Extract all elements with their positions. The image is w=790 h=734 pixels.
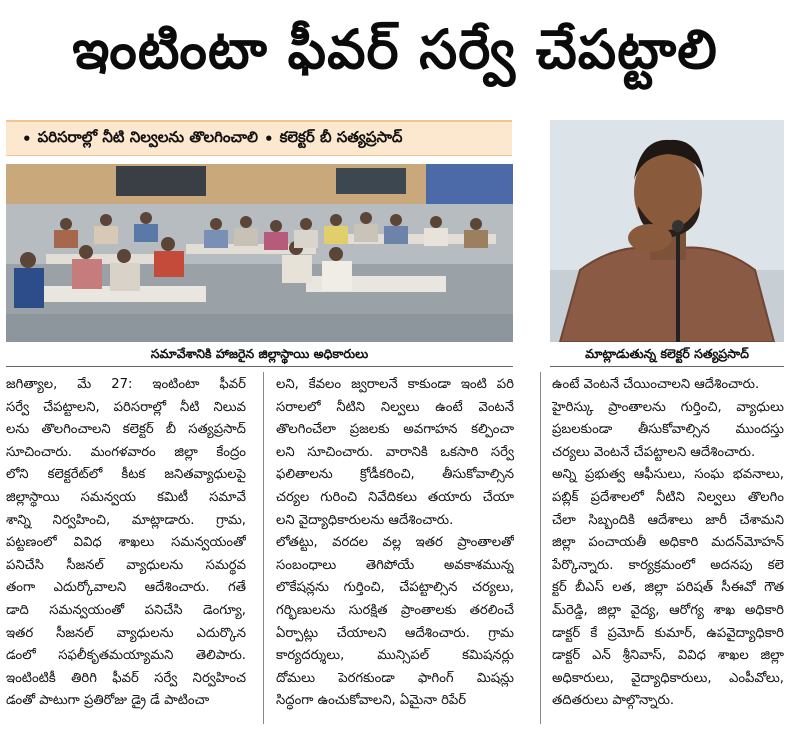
article-line: శాన్ని నిర్వహించి, మాట్లాడారు. గ్రామ, (6, 512, 246, 528)
article-column-3 (552, 374, 784, 713)
article-line: తొలగించేలా ప్రజలకు అవగాహన కల్పించా (276, 422, 514, 438)
article-line: సంబంధాలు తెగిపోయే అవకాశమున్న (276, 557, 514, 573)
article-line: లని, కేవలం జ్వరాలనే కాకుండా ఇంటి పరి (276, 377, 514, 392)
meeting-hall-photo (6, 164, 513, 342)
article-line: ఇతర సీజనల్ వ్యాధులను ఎదుర్కొన (6, 625, 246, 641)
article-line: సిద్ధంగా ఉంచుకోవాలని, ఏమైనా రిపేర్ (276, 693, 467, 709)
article-line: సూచించారు. మంగళవారం జిల్లా కేంద్రం (6, 444, 246, 460)
article-line: పబ్లిక్ ప్రదేశాలలో నీటిని నిల్వలు తొలగిం (552, 489, 784, 505)
collector-portrait-illustration (550, 120, 784, 342)
article-line: చేలా సిబ్బందికి ఆదేశాలు జారీ చేశామని (552, 512, 784, 528)
article-line: చర్యల గురించి నివేదికలు తయారు చేయా (276, 489, 514, 505)
subheadline-part-1: పరిసరాల్లో నీటి నిల్వలను తొలగించాలి (37, 127, 258, 146)
article-column-1 (6, 374, 246, 713)
article-line: మ్‌రెడ్డి, జిల్లా వైద్య, ఆరోగ్య శాఖ అధికారి (552, 602, 784, 618)
article-line: డాక్టర్ ఎన్ శ్రీనివాస్, వివిధ శాఖల జిల్లా (552, 648, 784, 664)
article-line: లోని కలెక్టరేట్‌లో కీటక జనితవ్యాధులపై (6, 467, 246, 483)
article-line: లను తొలగించాలని కలెక్టర్ బీ సత్యప్రసాద్ (6, 422, 246, 438)
article-line: హైరిస్కు ప్రాంతాలను గుర్తించి, వ్యాధులు (552, 399, 784, 415)
article-line: ఇంటింటికీ తిరిగి ఫీవర్ సర్వే నిర్వహించ (6, 670, 246, 686)
bullet-icon: • (263, 129, 274, 148)
article-line: లని సూచించారు. వారానికి ఒకసారి సర్వే (276, 444, 514, 460)
article-line: ఏర్పాట్లు చేయాలని ఆదేశించారు. గ్రామ (276, 625, 514, 641)
column-divider (263, 372, 264, 724)
article-line: ఫలితాలను క్రోడీకరించి, తీసుకోవాల్సిన (276, 467, 514, 483)
article-column-2 (276, 374, 514, 713)
article-line: ప్రబలకుండా తీసుకోవాల్సిన ముందస్తు (552, 422, 784, 438)
article-line: జగిత్యాల, మే 27: ఇంటింటా ఫీవర్ (6, 377, 246, 392)
article-line: లోతట్టు, వరదల వల్ల ఇతర ప్రాంతాలతో (276, 535, 514, 551)
article-line: ఉంటే వెంటనే చేయించాలని ఆదేశించారు. (552, 377, 760, 392)
article-line: సర్వే చేపట్టాలని, పరిసరాల్లో నీటి నిలువ (6, 399, 246, 415)
headline: ఇంటింటా ఫీవర్ సర్వే చేపట్టాలి (72, 17, 718, 81)
article-line: డాక్టర్ కే ప్రమోద్ కుమార్, ఉపవైద్యాధికారి (552, 625, 784, 641)
article-line: డాది సమన్వయంతో పనిచేసి డెంగ్యూ, (6, 602, 246, 618)
article-line: అధికారులు, వైద్యాధికారులు, ఎంపీవోలు, (552, 670, 784, 686)
article-line: తంగా ఎదుర్కోవాలని ఆదేశించారు. గతే (6, 580, 246, 596)
article-line: సరాలలో నీటిని నిల్వలు ఉంటే వెంటనే (276, 399, 514, 415)
photo-caption-left: సమావేశానికి హాజరైన జిల్లాస్థాయి అధికారులు (150, 346, 369, 361)
article-line: పనిచేసి సీజనల్ వ్యాధులను సమర్థవ (6, 557, 246, 573)
article-line: గర్భిణులను సురక్షిత ప్రాంతాలకు తరలించే (276, 602, 514, 618)
column-divider (540, 372, 541, 724)
article-line: దోమలు పెరగకుండా ఫాగింగ్ మిషన్లు (276, 670, 514, 686)
divider (550, 366, 784, 367)
article-line: చర్యలు వెంటనే చేపట్టాలని ఆదేశించారు. (552, 444, 756, 460)
bullet-icon: • (22, 129, 32, 148)
photo-caption-right: మాట్లాడుతున్న కలెక్టర్ సత్యప్రసాద్ (585, 346, 749, 361)
subheadline-banner (6, 120, 512, 156)
article-line: జిల్లా పంచాయతీ అధికారి మదన్‌మోహన్ (552, 535, 784, 551)
article-line: అన్ని ప్రభుత్వ ఆఫీసులు, సంఘ భవనాలు, (552, 467, 784, 483)
article-line: డంతో పాటుగా ప్రతిరోజు డ్రై డే పాటించా (6, 693, 210, 709)
collector-portrait-photo (550, 120, 784, 342)
divider (6, 366, 513, 367)
meeting-hall-illustration (6, 164, 513, 342)
article-line: లొకేషన్లను గుర్తించి, చేపట్టాల్సిన చర్యలు, (276, 580, 514, 596)
article-line: క్టర్ బీఎస్ లత, జిల్లా పరిషత్ సీఈవో గౌత (552, 580, 784, 596)
article-line: పేర్కొన్నారు. కార్యక్రమంలో అదనపు కలె (552, 557, 784, 573)
subheadline-part-2: కలెక్టర్ బీ సత్యప్రసాద్ (279, 127, 403, 146)
article-line: కార్యదర్శులు, మున్సిపల్ కమిషనర్లు (276, 648, 514, 664)
article-line: డంలో సఫలీకృతమయ్యామని తెలిపారు. (6, 648, 246, 664)
article-line: పట్టణంలో వివిధ శాఖలు సమన్వయంతో (6, 535, 246, 551)
article-line: లని వైద్యాధికారులను ఆదేశించారు. (276, 512, 454, 528)
article-line: జిల్లాస్థాయి సమన్వయ కమిటీ సమావే (6, 489, 246, 505)
article-line: తదితరులు పాల్గొన్నారు. (552, 693, 675, 709)
